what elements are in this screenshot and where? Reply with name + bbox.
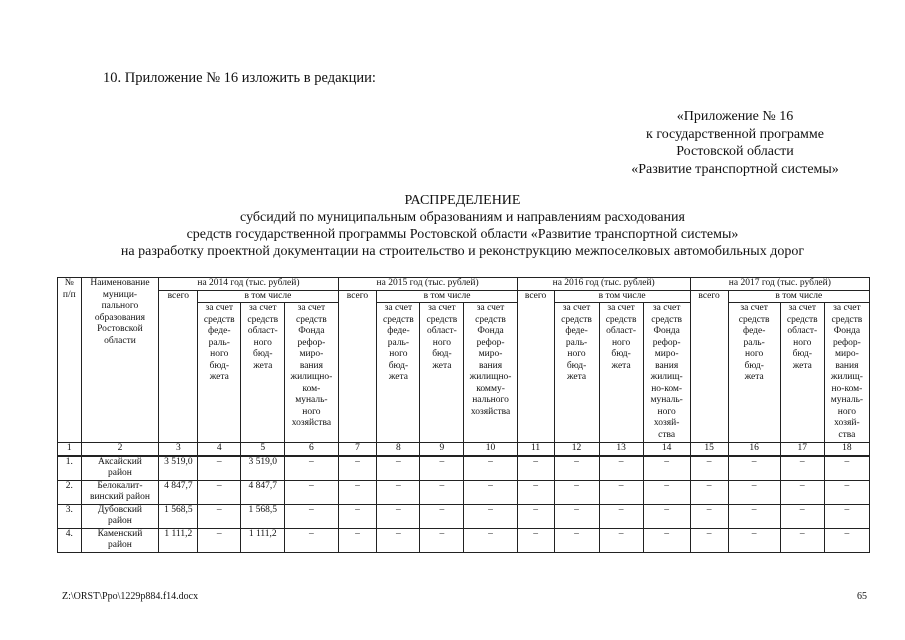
district-name: Каменский район bbox=[81, 528, 159, 552]
subtitle-line: средств государственной программы Ростовской области «Развитие транспортной системы» bbox=[186, 227, 739, 242]
value-cell: 1 568,5 bbox=[241, 504, 285, 528]
value-cell: 1 111,2 bbox=[159, 528, 198, 552]
header-fund: за счет средств Фонда рефор- миро- вания жилищно- ком- муналь- ного хозяйства bbox=[285, 303, 338, 443]
value-cell: 3 519,0 bbox=[241, 456, 285, 481]
header-incl: в том числе bbox=[377, 290, 517, 303]
column-number: 11 bbox=[517, 443, 554, 456]
column-number: 16 bbox=[728, 443, 780, 456]
value-cell: – bbox=[599, 480, 643, 504]
value-cell: – bbox=[554, 480, 599, 504]
value-cell: 4 847,7 bbox=[241, 480, 285, 504]
header-regional: за счет средств област- ного бюд- жета bbox=[241, 303, 285, 443]
value-cell: – bbox=[198, 456, 241, 481]
value-cell: – bbox=[554, 504, 599, 528]
value-cell: – bbox=[464, 528, 517, 552]
value-cell: – bbox=[285, 528, 338, 552]
value-cell: – bbox=[643, 504, 690, 528]
district-name: Аксайский район bbox=[81, 456, 159, 481]
header-name: Наименование муници- пального образования Ростовской области bbox=[81, 278, 159, 443]
header-regional: за счет средств област- ного бюд- жета bbox=[599, 303, 643, 443]
header-federal: за счет средств феде- раль- ного бюд- жета bbox=[377, 303, 420, 443]
document-title bbox=[60, 192, 865, 260]
column-number: 1 bbox=[58, 443, 82, 456]
column-number: 2 bbox=[81, 443, 159, 456]
appendix-line: Ростовской области bbox=[676, 144, 794, 159]
header-federal: за счет средств феде- раль- ного бюд- жета bbox=[554, 303, 599, 443]
value-cell: – bbox=[824, 480, 869, 504]
table-row bbox=[58, 480, 870, 504]
distribution-table bbox=[57, 277, 870, 553]
value-cell: – bbox=[377, 528, 420, 552]
value-cell: – bbox=[338, 504, 377, 528]
column-number: 9 bbox=[420, 443, 464, 456]
value-cell: – bbox=[554, 528, 599, 552]
appendix-line: «Развитие транспортной системы» bbox=[631, 161, 839, 177]
page-number: 65 bbox=[857, 591, 867, 602]
value-cell: – bbox=[728, 504, 780, 528]
value-cell: – bbox=[198, 528, 241, 552]
row-number: 1. bbox=[58, 456, 82, 481]
value-cell: – bbox=[780, 456, 824, 481]
header-year-2017: на 2017 год (тыс. рублей) bbox=[690, 278, 869, 291]
header-incl: в том числе bbox=[554, 290, 690, 303]
row-number: 3. bbox=[58, 504, 82, 528]
column-number: 6 bbox=[285, 443, 338, 456]
value-cell: – bbox=[599, 528, 643, 552]
header-total: всего bbox=[338, 290, 377, 443]
header-total: всего bbox=[159, 290, 198, 443]
value-cell: – bbox=[728, 528, 780, 552]
header-total: всего bbox=[690, 290, 728, 443]
value-cell: – bbox=[377, 504, 420, 528]
table-row bbox=[58, 456, 870, 481]
row-number: 2. bbox=[58, 480, 82, 504]
value-cell: – bbox=[285, 480, 338, 504]
value-cell: – bbox=[420, 480, 464, 504]
value-cell: – bbox=[338, 528, 377, 552]
value-cell: – bbox=[285, 456, 338, 481]
table-row bbox=[58, 528, 870, 552]
value-cell: – bbox=[464, 456, 517, 481]
file-path: Z:\ORST\Ppo\1229p884.f14.docx bbox=[62, 591, 199, 602]
district-name: Дубовский район bbox=[81, 504, 159, 528]
value-cell: – bbox=[690, 456, 728, 481]
header-num: № п/п bbox=[58, 278, 82, 443]
header-row-years bbox=[58, 278, 870, 291]
value-cell: – bbox=[420, 504, 464, 528]
column-number: 17 bbox=[780, 443, 824, 456]
value-cell: – bbox=[824, 456, 869, 481]
column-number: 18 bbox=[824, 443, 869, 456]
value-cell: – bbox=[198, 480, 241, 504]
value-cell: – bbox=[780, 480, 824, 504]
header-federal: за счет средств феде- раль- ного бюд- жета bbox=[198, 303, 241, 443]
header-row-groups bbox=[58, 290, 870, 303]
column-number: 4 bbox=[198, 443, 241, 456]
value-cell: – bbox=[643, 528, 690, 552]
table-row bbox=[58, 504, 870, 528]
value-cell: – bbox=[643, 456, 690, 481]
row-number: 4. bbox=[58, 528, 82, 552]
value-cell: – bbox=[338, 456, 377, 481]
value-cell: – bbox=[599, 504, 643, 528]
header-incl: в том числе bbox=[728, 290, 869, 303]
value-cell: – bbox=[824, 528, 869, 552]
value-cell: – bbox=[780, 528, 824, 552]
column-number: 15 bbox=[690, 443, 728, 456]
value-cell: – bbox=[198, 504, 241, 528]
subtitle-line: на разработку проектной документации на строительство и реконструкцию межпоселковых автомобильных дорог bbox=[120, 244, 805, 259]
value-cell: – bbox=[338, 480, 377, 504]
value-cell: – bbox=[464, 480, 517, 504]
title-line: РАСПРЕДЕЛЕНИЕ bbox=[404, 193, 521, 208]
column-number: 10 bbox=[464, 443, 517, 456]
appendix-line: к государственной программе bbox=[646, 126, 824, 142]
table-body bbox=[58, 456, 870, 553]
subtitle-line: субсидий по муниципальным образованиям и направлениям расходования bbox=[240, 210, 685, 225]
value-cell: – bbox=[285, 504, 338, 528]
value-cell: – bbox=[517, 528, 554, 552]
value-cell: 4 847,7 bbox=[159, 480, 198, 504]
value-cell: – bbox=[643, 480, 690, 504]
header-incl: в том числе bbox=[198, 290, 338, 303]
column-number: 7 bbox=[338, 443, 377, 456]
value-cell: – bbox=[554, 456, 599, 481]
value-cell: – bbox=[517, 504, 554, 528]
column-number: 8 bbox=[377, 443, 420, 456]
appendix-header bbox=[605, 108, 865, 178]
value-cell: – bbox=[464, 504, 517, 528]
column-number-row bbox=[58, 443, 870, 456]
value-cell: – bbox=[690, 504, 728, 528]
appendix-line: «Приложение № 16 bbox=[676, 109, 794, 124]
value-cell: – bbox=[377, 480, 420, 504]
value-cell: 1 111,2 bbox=[241, 528, 285, 552]
column-number: 14 bbox=[643, 443, 690, 456]
value-cell: – bbox=[690, 528, 728, 552]
header-regional: за счет средств област- ного бюд- жета bbox=[420, 303, 464, 443]
intro-paragraph: 10. Приложение № 16 изложить в редакции: bbox=[103, 70, 376, 86]
value-cell: – bbox=[517, 480, 554, 504]
value-cell: 3 519,0 bbox=[159, 456, 198, 481]
header-year-2014: на 2014 год (тыс. рублей) bbox=[159, 278, 338, 291]
header-fund: за счет средств Фонда рефор- миро- вания жилищ- но-ком- муналь- ного хозяй- ства bbox=[824, 303, 869, 443]
value-cell: – bbox=[780, 504, 824, 528]
value-cell: – bbox=[728, 456, 780, 481]
header-year-2015: на 2015 год (тыс. рублей) bbox=[338, 278, 517, 291]
value-cell: – bbox=[599, 456, 643, 481]
column-number: 13 bbox=[599, 443, 643, 456]
value-cell: – bbox=[420, 456, 464, 481]
column-number: 12 bbox=[554, 443, 599, 456]
value-cell: – bbox=[517, 456, 554, 481]
value-cell: – bbox=[420, 528, 464, 552]
header-total: всего bbox=[517, 290, 554, 443]
value-cell: 1 568,5 bbox=[159, 504, 198, 528]
column-number: 5 bbox=[241, 443, 285, 456]
district-name: Белокалит- винский район bbox=[81, 480, 159, 504]
value-cell: – bbox=[728, 480, 780, 504]
header-year-2016: на 2016 год (тыс. рублей) bbox=[517, 278, 690, 291]
header-federal: за счет средств феде- раль- ного бюд- жета bbox=[728, 303, 780, 443]
header-fund: за счет средств Фонда рефор- миро- вания жилищно- комму- нального хозяйства bbox=[464, 303, 517, 443]
value-cell: – bbox=[690, 480, 728, 504]
value-cell: – bbox=[824, 504, 869, 528]
header-regional: за счет средств област- ного бюд- жета bbox=[780, 303, 824, 443]
header-fund: за счет средств Фонда рефор- миро- вания жилищ- но-ком- муналь- ного хозяй- ства bbox=[643, 303, 690, 443]
column-number: 3 bbox=[159, 443, 198, 456]
value-cell: – bbox=[377, 456, 420, 481]
